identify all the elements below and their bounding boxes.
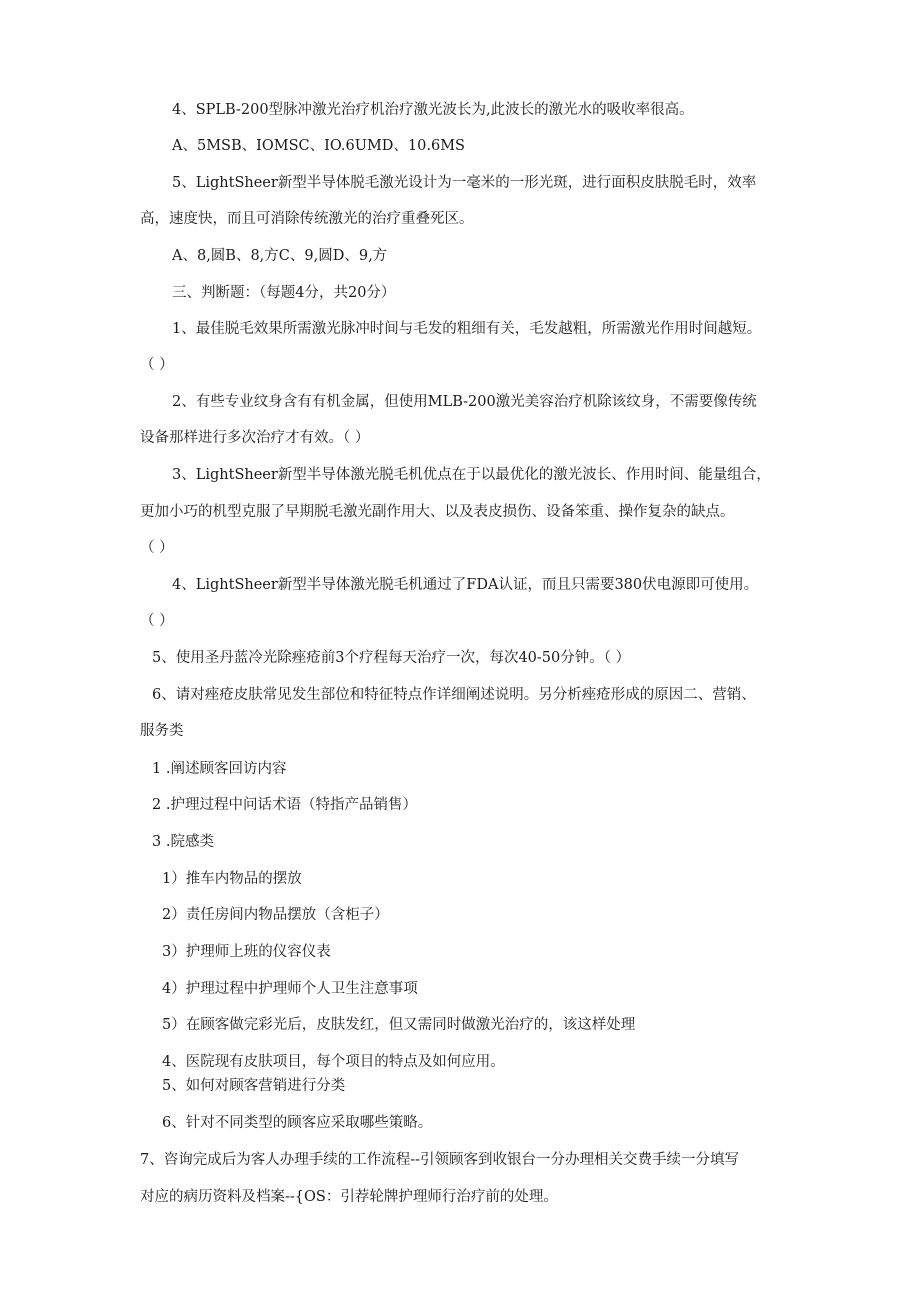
- subitem-2: 2）责任房间内物品摆放（含柜子）: [162, 907, 389, 923]
- judgment-3-text-cont: 更加小巧的机型克服了早期脱毛激光副作用大、以及表皮损伤、设备笨重、操作复杂的缺点。: [140, 504, 735, 520]
- judgment-3-answer: （ ）: [140, 540, 174, 556]
- item-7-workflow: 7、咨询完成后为客人办理手续的工作流程--引领顾客到收银台一分办理相关交费手续一分填写: [140, 1152, 740, 1168]
- judgment-1-text: 1、最佳脱毛效果所需激光脉冲时间与毛发的粗细有关，毛发越粗，所需激光作用时间越短。: [172, 321, 762, 337]
- question-5-options: A、8,圆B、8,方C、9,圆D、9,方: [172, 248, 388, 264]
- subitem-5: 5）在顾客做完彩光后，皮肤发红，但又需同时做激光治疗的，该这样处理: [162, 1017, 636, 1033]
- item-6-strategies: 6、针对不同类型的顾客应采取哪些策略。: [162, 1115, 433, 1131]
- service-item-2: 2 .护理过程中问话术语（特指产品销售）: [152, 797, 417, 813]
- question-4-options: A、5MSB、IOMSC、IO.6UMD、10.6MS: [172, 138, 465, 154]
- judgment-5-text: 5、使用圣丹蓝冷光除痤疮前3个疗程每天治疗一次，每次40-50分钟。（ ）: [152, 650, 631, 666]
- section-heading-judgment: 三、判断题：（每题4分，共20分）: [172, 285, 396, 301]
- question-4-text: 4、SPLB-200型脉冲激光治疗机治疗激光波长为,此波长的激光水的吸收率很高。: [172, 102, 694, 118]
- service-item-3: 3 .院感类: [152, 834, 214, 850]
- question-5-text-cont: 高，速度快，而且可消除传统激光的治疗重叠死区。: [140, 211, 474, 227]
- question-6-text: 6、请对痤疮皮肤常见发生部位和特征特点作详细阐述说明。另分析痤疮形成的原因二、营销、: [152, 687, 756, 703]
- item-4-skin-projects: 4、医院现有皮肤项目，每个项目的特点及如何应用。: [162, 1054, 505, 1070]
- judgment-4-text: 4、LightSheer新型半导体激光脱毛机通过了FDA认证，而且只需要380伏电源即可使用。: [172, 577, 759, 593]
- subitem-4: 4）护理过程中护理师个人卫生注意事项: [162, 981, 418, 997]
- question-5-text: 5、LightSheer新型半导体脱毛激光设计为一毫米的一形光斑，进行面积皮肤脱毛时，效率: [172, 175, 757, 191]
- question-6-text-cont: 服务类: [140, 723, 184, 739]
- item-7-workflow-cont: 对应的病历资料及档案--{OS：引荐轮牌护理师行治疗前的处理。: [140, 1189, 558, 1205]
- subitem-1: 1）推车内物品的摆放: [162, 871, 302, 887]
- judgment-1-answer: （ ）: [140, 357, 174, 373]
- service-item-1: 1 .阐述顾客回访内容: [152, 761, 287, 777]
- judgment-2-text-cont: 设备那样进行多次治疗才有效。（ ）: [140, 430, 370, 446]
- item-5-marketing: 5、如何对顾客营销进行分类: [162, 1078, 346, 1094]
- judgment-4-answer: （ ）: [140, 613, 174, 629]
- judgment-3-text: 3、LightSheer新型半导体激光脱毛机优点在于以最优化的激光波长、作用时间、能量组合，: [172, 467, 771, 483]
- subitem-3: 3）护理师上班的仪容仪表: [162, 944, 331, 960]
- judgment-2-text: 2、有些专业纹身含有有机金属，但使用MLB-200激光美容治疗机除该纹身，不需要像传统: [172, 394, 757, 410]
